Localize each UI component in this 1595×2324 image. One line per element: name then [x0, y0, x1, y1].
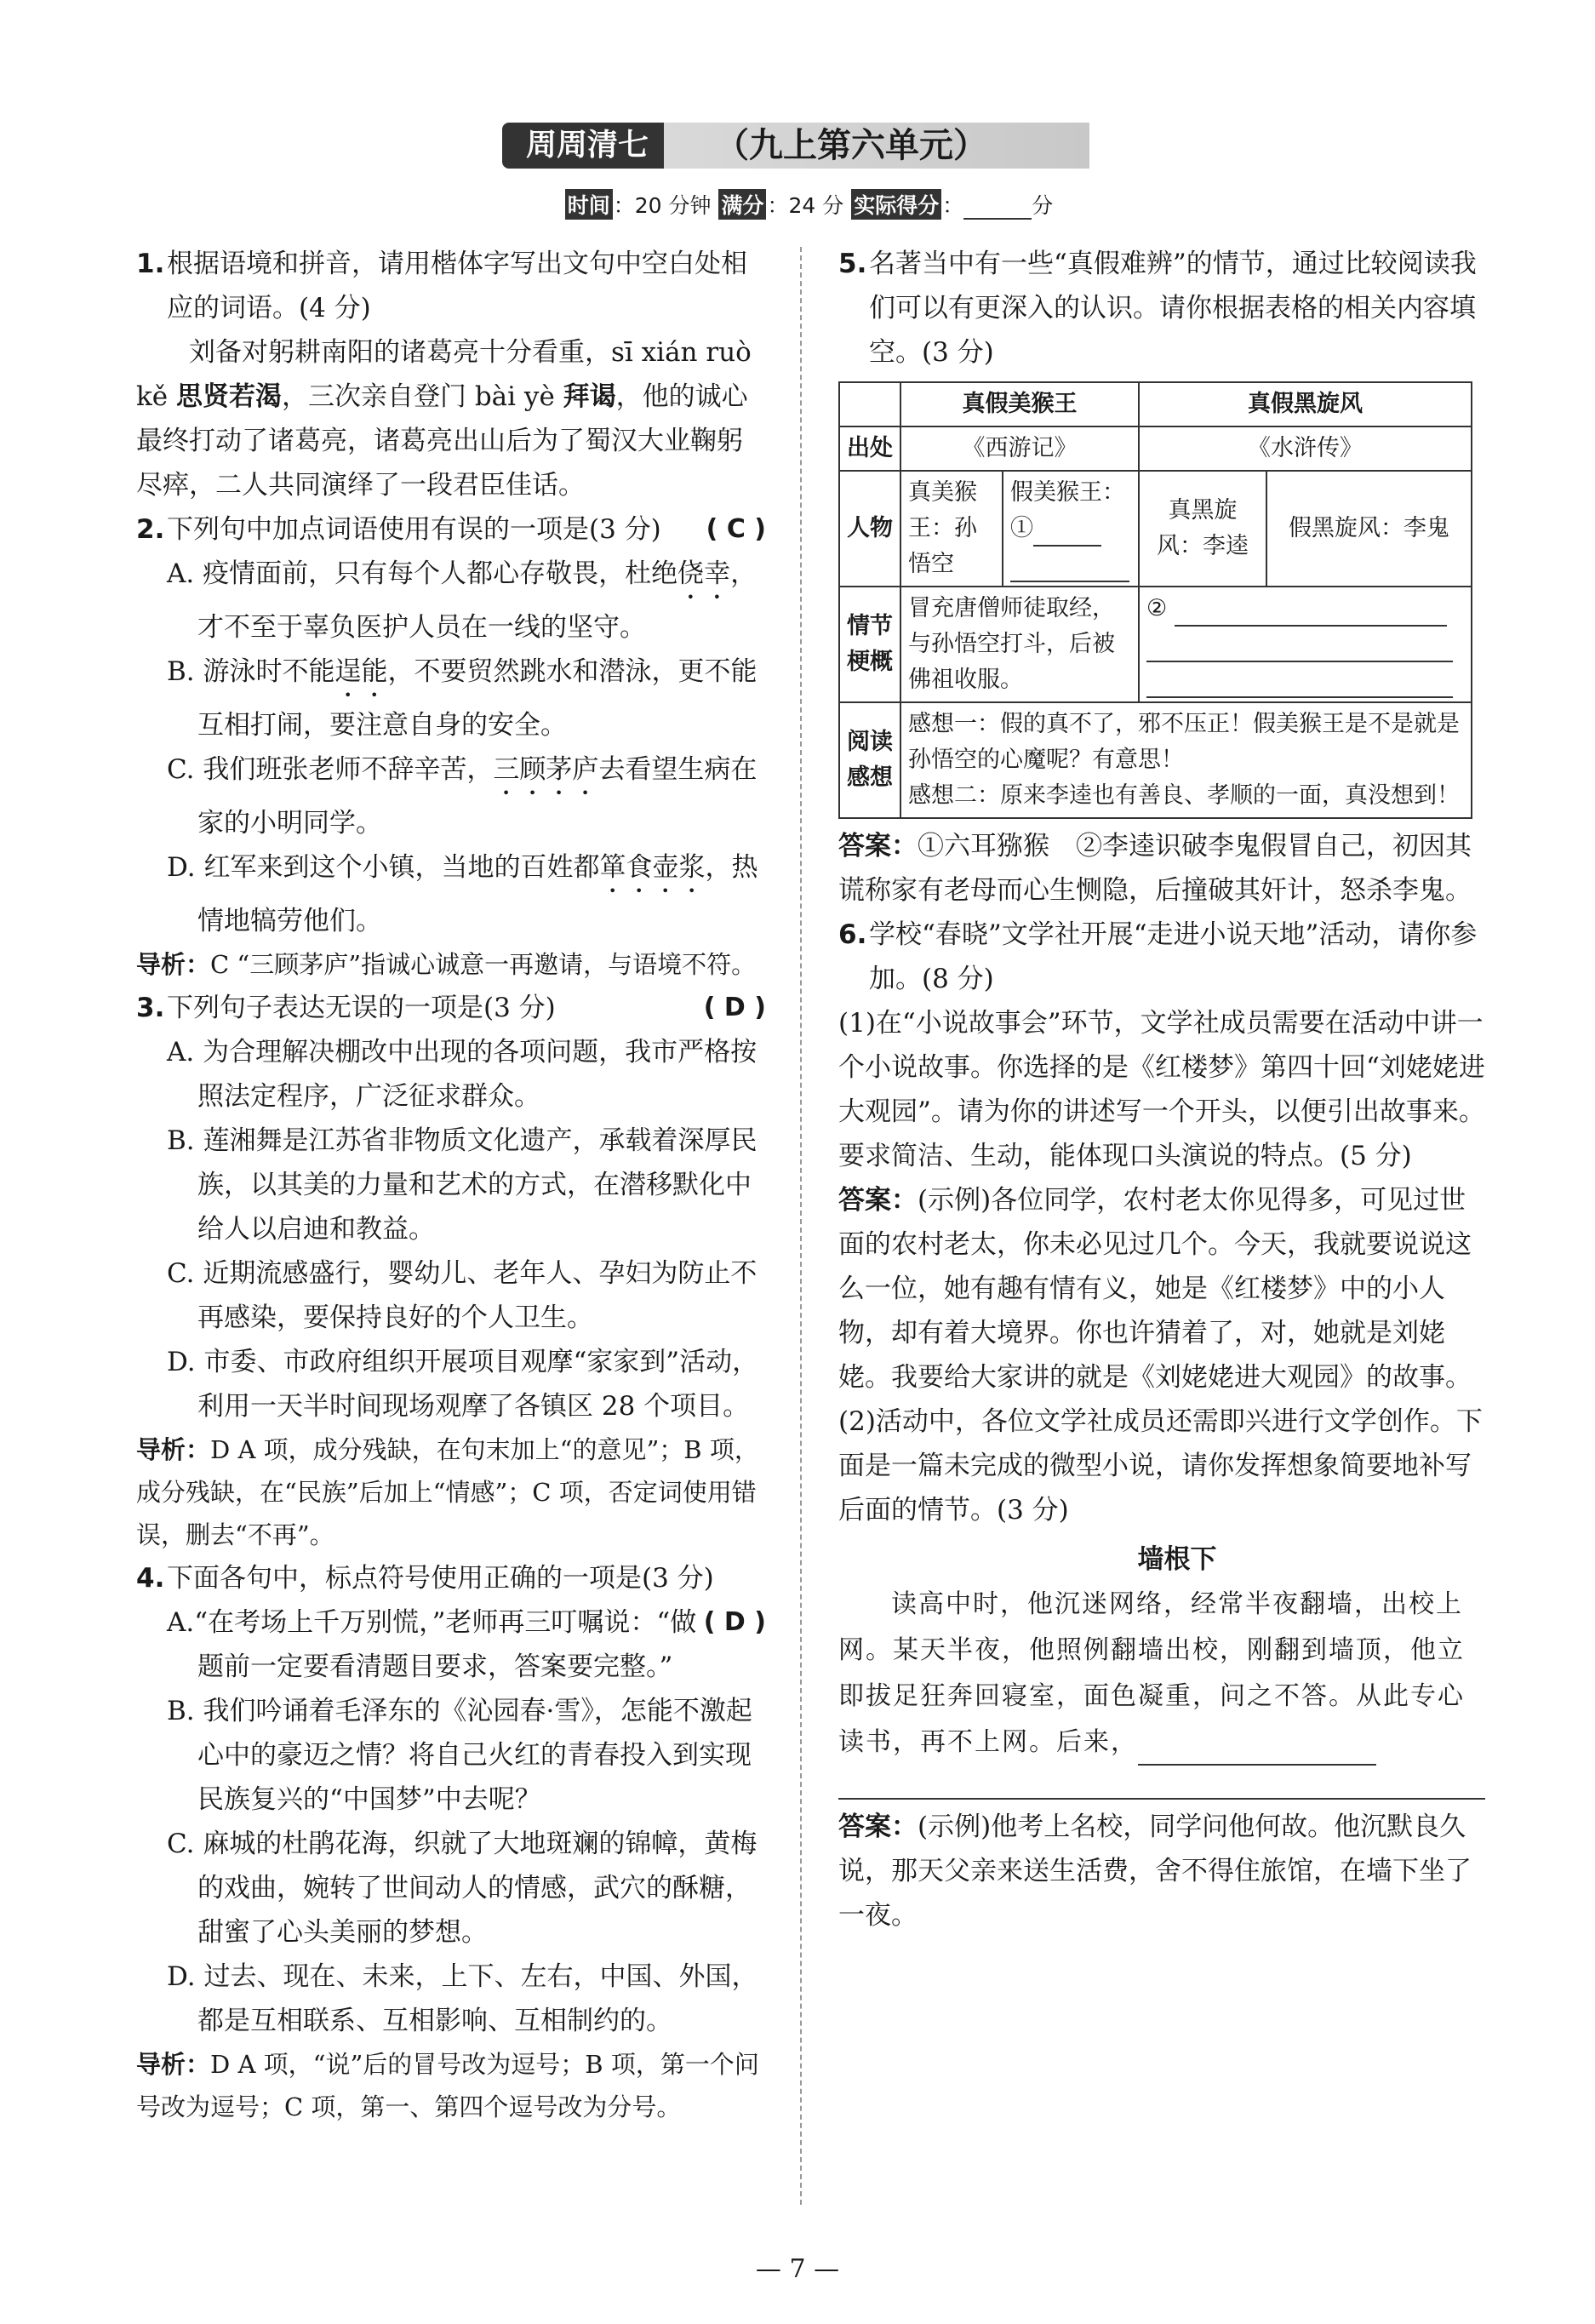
guide-label: 导析： [136, 2050, 211, 2079]
option: C. 近期流感盛行，婴幼儿、老年人、孕妇为防止不再感染，要保持良好的个人卫生。 [167, 1258, 757, 1333]
question-passage [136, 330, 766, 507]
question-1 [136, 242, 766, 507]
table-cell: 真黑旋风：李逵 [1139, 471, 1266, 587]
guide-text: C “三顾茅庐”指诚心诚意一再邀请，与语境不符。 [210, 950, 757, 979]
fill-line[interactable] [1146, 673, 1453, 698]
feeling-text: 感想一：假的真不了，邪不压正！假美猴王是不是就是孙悟空的心魔呢？有意思！ [908, 711, 1460, 773]
answer-text: (示例)各位同学，农村老太你见得多，可见过世面的农村老太，你未必见过几个。今天，我就要说说这么一位，她有趣有情有义，她是《红楼梦》中的小人物，却有着大境界。你也许猜着了，对，她就是刘姥姥。我要给大家讲的就是《刘姥姥进大观园》的故事。 [838, 1185, 1472, 1393]
fill-prompt: ② [1146, 595, 1168, 621]
table-cell: 真美猴王：孙悟空 [900, 471, 1003, 587]
fill-prompt: 假美猴王：① [1010, 479, 1125, 541]
table-header: 真假黑旋风 [1139, 382, 1472, 426]
answer-mark: ( C ) [706, 514, 766, 544]
table-cell [1003, 471, 1139, 587]
answer-block [838, 1178, 1485, 1400]
story-body: 读高中时，他沉迷网络，经常半夜翻墙，出校上网。某天半夜，他照例翻墙出校，刚翻到墙顶，他立即拔足狂奔回寝室，面色凝重，问之不答。从此专心读书，再不上网。后来， [838, 1589, 1465, 1757]
dotted-word: 箪食壶浆 [599, 852, 706, 883]
answer-label: 答案： [838, 831, 918, 861]
table-cell: 冒充唐僧师徒取经，与孙悟空打斗，后被佛祖收服。 [900, 587, 1139, 702]
actual-score-blank[interactable] [963, 199, 1032, 220]
header-tab: 周周清七 [502, 123, 672, 169]
question-number: 3. [136, 993, 165, 1023]
row-header: 情节梗概 [839, 587, 900, 702]
page-number: — 7 — [755, 2254, 840, 2284]
dotted-word: 三顾茅庐 [493, 754, 599, 785]
table-cell: 假黑旋风：李鬼 [1266, 471, 1472, 587]
sub-question: (2)活动中，各位文学社成员还需即兴进行文学创作。下面是一篇未完成的微型小说，请你发挥想象简要地补写后面的情节。(3 分) [838, 1406, 1483, 1525]
option: D. 过去、现在、未来，上下、左右，中国、外国，都是互相联系、互相影响、互相制约的。 [167, 1961, 758, 2036]
time-value: 20 分钟 [634, 193, 712, 218]
answer-block [838, 1805, 1485, 1938]
option: B. 我们吟诵着毛泽东的《沁园春·雪》，怎能不激起心中的豪迈之情？将自己火红的青春投入到实现民族复兴的“中国梦”中去呢？ [167, 1696, 752, 1815]
answer-text: (示例)他考上名校，同学问他何故。他沉默良久说，那天父亲来送生活费，舍不得住旅馆，在墙下坐了一夜。 [838, 1812, 1472, 1931]
option: A.“在考场上千万别慌，”老师再三叮嘱说：“做题前一定要看清题目要求，答案要完整。” [167, 1607, 697, 1682]
option-text: ，热情地犒劳他们。 [197, 852, 758, 936]
fill-line[interactable] [838, 1766, 1485, 1800]
question-4 [136, 1556, 766, 2128]
score-value: 24 分 [788, 193, 844, 218]
actual-score-unit: 分 [1032, 193, 1054, 218]
guide-analysis [136, 1428, 766, 1556]
option-text: A. 疫情面前，只有每个人都心存敬畏，杜绝 [167, 558, 678, 589]
table-header: 真假美猴王 [900, 382, 1139, 426]
option-text: C. 我们班张老师不辞辛苦， [167, 754, 494, 785]
time-label: 时间 [565, 189, 613, 220]
answer-block [838, 824, 1485, 913]
worksheet-header [502, 119, 1098, 172]
left-column [136, 242, 766, 2128]
fill-line[interactable] [1010, 557, 1129, 582]
guide-label: 导析： [136, 950, 211, 979]
question-2 [136, 507, 766, 986]
question-stem: 根据语境和拼音，请用楷体字写出文句中空白处相应的词语。(4 分) [167, 249, 747, 323]
question-number: 5. [838, 249, 867, 279]
table-cell: 《水浒传》 [1139, 426, 1472, 471]
option: C. 麻城的杜鹃花海，织就了大地斑斓的锦幛，黄梅的戏曲，婉转了世间动人的情感，武穴的酥糖，甜蜜了心头美丽的梦想。 [167, 1829, 757, 1948]
option-text: D. 红军来到这个小镇，当地的百姓都 [167, 852, 600, 883]
table-corner [839, 382, 900, 426]
answer-label: 答案： [838, 1185, 918, 1216]
option: B. 莲湘舞是江苏省非物质文化遗产，承载着深厚民族，以其美的力量和艺术的方式，在潜移默化中给人以启迪和教益。 [167, 1125, 757, 1245]
option [167, 845, 766, 943]
option [167, 747, 766, 845]
dotted-word: 侥幸 [677, 558, 731, 589]
passage-text: ，三次亲自登门 bài yè [281, 381, 563, 412]
guide-text: D A 项，成分残缺，在句末加上“的意见”；B 项，成分残缺，在“民族”后加上“情感”；C 项，否定词使用错误，删去“不再”。 [136, 1435, 759, 1549]
fill-answer: 思贤若渴 [175, 381, 282, 412]
question-stem: 下面各句中，标点符号使用正确的一项是(3 分) [167, 1563, 714, 1594]
answer-mark: ( D ) [703, 1607, 766, 1637]
table-cell [900, 702, 1472, 818]
option-text: 去看望生病在家的小明同学。 [197, 754, 757, 839]
question-number: 4. [136, 1563, 165, 1594]
fill-line[interactable] [1175, 601, 1447, 627]
row-header: 阅读感想 [839, 702, 900, 818]
comparison-table [838, 381, 1472, 819]
guide-label: 导析： [136, 1435, 211, 1464]
fill-answer: 拜谒 [563, 381, 616, 412]
fill-line[interactable] [1033, 521, 1101, 547]
dotted-word: 逞能 [334, 656, 388, 687]
feeling-text: 感想二：原来李逵也有善良、孝顺的一面，真没想到！ [908, 782, 1460, 809]
question-stem: 下列句中加点词语使用有误的一项是(3 分) [167, 514, 661, 545]
question-number: 6. [838, 919, 867, 950]
fill-line[interactable] [1146, 637, 1453, 662]
question-stem: 名著当中有一些“真假难辨”的情节，通过比较阅读我们可以有更深入的认识。请你根据表格的相关内容填空。(3 分) [869, 249, 1477, 368]
question-5 [838, 242, 1485, 913]
right-column [838, 242, 1485, 1938]
question-number: 1. [136, 249, 165, 279]
answer-text: ①六耳猕猴 ②李逵识破李鬼假冒自己，初因其谎称家有老母而心生恻隐，后撞破其奸计，怒杀李鬼。 [838, 831, 1472, 906]
header-title: （九上第六单元） [664, 123, 1089, 169]
option: A. 为合理解决棚改中出现的各项问题，我市严格按照法定程序，广泛征求群众。 [167, 1037, 757, 1112]
story-text [838, 1582, 1485, 1766]
sub-question: (1)在“小说故事会”环节，文学社成员需要在活动中讲一个小说故事。你选择的是《红楼梦》第四十回“刘姥姥进大观园”。请为你的讲述写一个开头，以便引出故事来。要求简洁、生动，能体现口头演说的特点。(5 分) [838, 1008, 1485, 1171]
question-6 [838, 913, 1485, 1938]
fill-line[interactable] [1138, 1740, 1376, 1766]
answer-mark: ( D ) [703, 993, 766, 1022]
option [167, 650, 766, 747]
question-3 [136, 986, 766, 1556]
story-title: 墙根下 [1137, 1544, 1217, 1575]
row-header: 人物 [839, 471, 900, 587]
actual-score-label: 实际得分 [851, 189, 941, 220]
option-text: ，不要贸然跳水和潜泳，更不能互相打闹，要注意自身的安全。 [197, 656, 757, 741]
option-text: B. 游泳时不能 [167, 656, 335, 687]
score-info: 时间 ：20 分钟 满分 ：24 分 实际得分 ： 分 [494, 189, 1123, 220]
question-stem: 学校“春晓”文学社开展“走进小说天地”活动，请你参加。(8 分) [869, 919, 1478, 994]
answer-label: 答案： [838, 1812, 918, 1842]
guide-analysis [136, 2043, 766, 2128]
guide-text: D A 项，“说”后的冒号改为逗号；B 项，第一个问号改为逗号；C 项，第一、第四个逗号改为分号。 [136, 2050, 759, 2121]
guide-analysis [136, 943, 766, 986]
table-cell [1139, 587, 1472, 702]
passage-text: 刘备对躬耕南阳的诸葛亮十分看重，sī xián ruò kě [136, 337, 752, 412]
option-text: ，才不至于辜负医护人员在一线的坚守。 [197, 558, 757, 643]
question-stem: 下列句子表达无误的一项是(3 分) [167, 993, 556, 1023]
column-divider [800, 247, 802, 2205]
option [167, 552, 766, 650]
row-header: 出处 [839, 426, 900, 471]
passage-text: ，他的诚心最终打动了诸葛亮，诸葛亮出山后为了蜀汉大业鞠躬尽瘁，二人共同演绎了一段君臣佳话。 [136, 381, 748, 501]
question-number: 2. [136, 514, 165, 545]
score-label: 满分 [718, 189, 766, 220]
table-cell: 《西游记》 [900, 426, 1139, 471]
option: D. 市委、市政府组织开展项目观摩“家家到”活动，利用一天半时间现场观摩了各镇区 28 个项目。 [167, 1347, 759, 1422]
